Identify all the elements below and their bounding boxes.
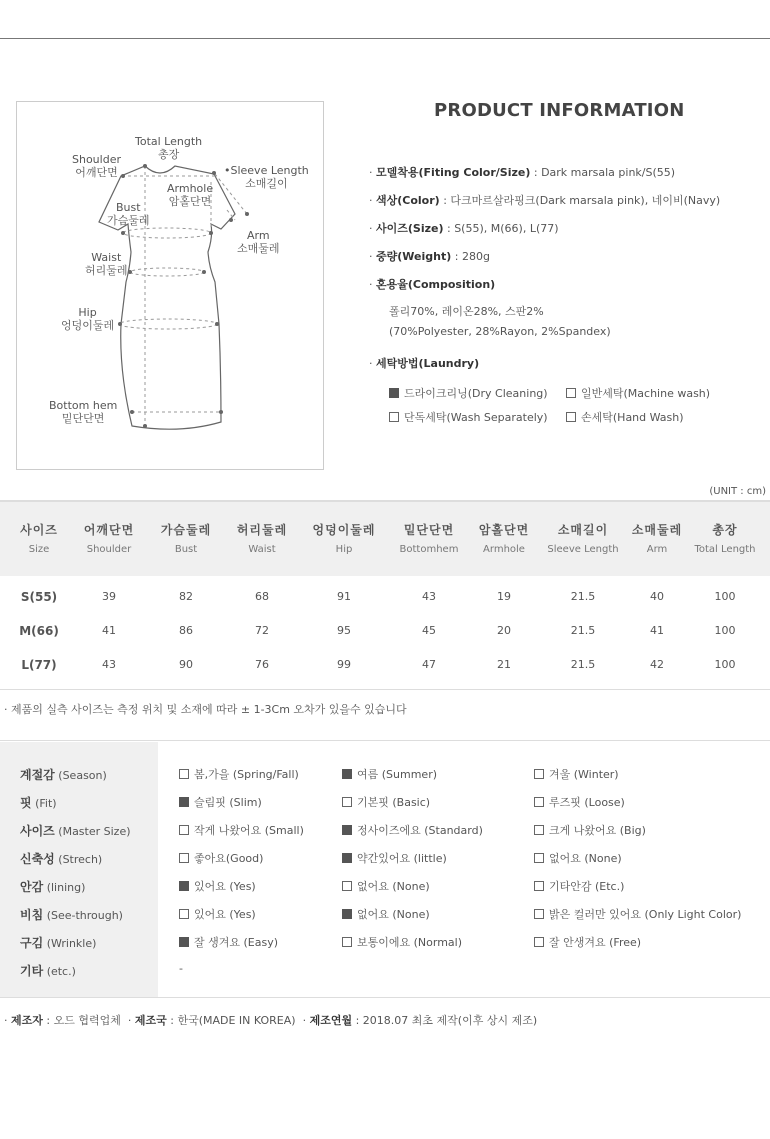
table-divider bbox=[0, 689, 770, 690]
checkbox-checked-icon bbox=[179, 881, 189, 891]
attribute-name-en: (Season) bbox=[58, 769, 107, 782]
option-text: 있어요 (Yes) bbox=[194, 880, 256, 893]
option-text: 없어요 (None) bbox=[357, 908, 430, 921]
table-header-cell bbox=[540, 521, 626, 555]
label-shoulder: Shoulder 어깨단면 bbox=[72, 153, 121, 179]
option-text: 있어요 (Yes) bbox=[194, 908, 256, 921]
table-cell: 41 bbox=[650, 624, 664, 637]
attribute-option bbox=[534, 934, 641, 950]
attribute-name-ko: 계절감 bbox=[20, 768, 55, 782]
checkbox-empty-icon bbox=[179, 825, 189, 835]
attribute-option bbox=[179, 822, 304, 838]
header-ko: 소매둘레 bbox=[631, 523, 683, 537]
attribute-name-en: (Master Size) bbox=[58, 825, 131, 838]
checkbox-checked-icon bbox=[179, 797, 189, 807]
fitting-row: · 모델착용(Fiting Color/Size) : Dark marsala pink/S(55) bbox=[369, 166, 676, 179]
checkbox-empty-icon bbox=[566, 412, 576, 422]
attribute-name-ko: 사이즈 bbox=[20, 824, 55, 838]
checkbox-checked-icon bbox=[342, 853, 352, 863]
table-header-cell bbox=[683, 521, 767, 555]
table-header-cell bbox=[148, 521, 224, 555]
option-text: 작게 나왔어요 (Small) bbox=[194, 824, 304, 837]
option-text: 보통이에요 (Normal) bbox=[357, 936, 463, 949]
checkbox-checked-icon bbox=[342, 769, 352, 779]
table-header-cell bbox=[391, 521, 467, 555]
option-text: 좋아요(Good) bbox=[194, 852, 264, 865]
size-table-header bbox=[0, 500, 770, 576]
table-cell: 41 bbox=[102, 624, 116, 637]
table-cell: 47 bbox=[422, 658, 436, 671]
table-cell: 42 bbox=[650, 658, 664, 671]
header-en: Shoulder bbox=[86, 544, 132, 555]
table-cell: 68 bbox=[255, 590, 269, 603]
table-cell: 43 bbox=[102, 658, 116, 671]
section-divider bbox=[0, 740, 770, 741]
checkbox-empty-icon bbox=[534, 937, 544, 947]
laundry-option: 단독세탁(Wash Separately) bbox=[389, 409, 548, 425]
composition-en: (70%Polyester, 28%Rayon, 2%Spandex) bbox=[389, 325, 611, 338]
attribute-name-ko: 핏 bbox=[20, 796, 32, 810]
table-cell: 21.5 bbox=[570, 590, 596, 603]
option-text: 겨울 (Winter) bbox=[549, 768, 619, 781]
header-ko: 총장 bbox=[712, 523, 738, 537]
checkbox-checked-icon bbox=[389, 388, 399, 398]
checkbox-empty-icon bbox=[342, 881, 352, 891]
checkbox-empty-icon bbox=[179, 853, 189, 863]
attribute-option bbox=[342, 850, 447, 866]
header-ko: 밑단단면 bbox=[403, 523, 455, 537]
attribute-option bbox=[534, 794, 625, 810]
table-cell: 95 bbox=[337, 624, 351, 637]
laundry-row: · 세탁방법(Laundry) bbox=[369, 357, 480, 370]
composition-ko: 폴리70%, 레이온28%, 스판2% bbox=[389, 305, 544, 318]
attribute-name-ko: 구김 bbox=[20, 936, 44, 950]
size-label-cell: S(55) bbox=[20, 590, 58, 604]
attribute-option bbox=[534, 822, 646, 838]
label-armhole: Armhole 암홀단면 bbox=[167, 182, 214, 208]
table-header-cell bbox=[626, 521, 688, 555]
checkbox-empty-icon bbox=[389, 412, 399, 422]
label-waist: Waist 허리둘레 bbox=[85, 251, 128, 277]
size-label-cell: M(66) bbox=[19, 624, 59, 638]
checkbox-empty-icon bbox=[342, 937, 352, 947]
table-cell: 100 bbox=[714, 624, 736, 637]
attribute-option bbox=[179, 766, 299, 782]
attribute-label bbox=[20, 962, 76, 979]
header-ko: 어깨단면 bbox=[83, 523, 135, 537]
label-sleeve-length: •Sleeve Length 소매길이 bbox=[224, 164, 309, 190]
checkbox-checked-icon bbox=[342, 825, 352, 835]
attribute-option bbox=[534, 906, 741, 922]
attribute-option bbox=[534, 766, 619, 782]
table-cell: 43 bbox=[422, 590, 436, 603]
color-row: · 색상(Color) : 다크마르살라핑크(Dark marsala pink), 네이비(Navy) bbox=[369, 194, 721, 207]
option-text: 크게 나왔어요 (Big) bbox=[549, 824, 646, 837]
table-cell: 45 bbox=[422, 624, 436, 637]
header-en: Sleeve Length bbox=[547, 544, 619, 555]
option-text: 약간있어요 (little) bbox=[357, 852, 447, 865]
attribute-name-en: (lining) bbox=[46, 881, 86, 894]
size-row: · 사이즈(Size) : S(55), M(66), L(77) bbox=[369, 222, 559, 235]
attribute-option bbox=[179, 850, 263, 866]
table-cell: 76 bbox=[255, 658, 269, 671]
header-ko: 소매길이 bbox=[557, 523, 609, 537]
attribute-label bbox=[20, 850, 102, 867]
attribute-name-ko: 기타 bbox=[20, 964, 44, 978]
header-en: Arm bbox=[646, 544, 668, 555]
attribute-label bbox=[20, 906, 123, 923]
measurement-diagram bbox=[16, 101, 324, 470]
attribute-option bbox=[179, 794, 262, 810]
option-text: 기타안감 (Etc.) bbox=[549, 880, 625, 893]
attribute-label bbox=[20, 766, 107, 783]
table-cell: 21.5 bbox=[570, 658, 596, 671]
header-en: Armhole bbox=[483, 544, 525, 555]
checkbox-empty-icon bbox=[534, 797, 544, 807]
checkbox-empty-icon bbox=[566, 388, 576, 398]
attribute-name-en: (See-through) bbox=[46, 909, 123, 922]
checkbox-empty-icon bbox=[179, 769, 189, 779]
unit-label: (UNIT : cm) bbox=[709, 486, 766, 497]
header-en: Size bbox=[28, 544, 50, 555]
attribute-option bbox=[179, 934, 278, 950]
option-text: 기본핏 (Basic) bbox=[357, 796, 431, 809]
label-total-length: Total Length 총장 bbox=[135, 135, 203, 161]
checkbox-empty-icon bbox=[534, 881, 544, 891]
header-ko: 허리둘레 bbox=[236, 523, 288, 537]
attribute-name-en: (Wrinkle) bbox=[46, 937, 97, 950]
header-en: Hip bbox=[335, 544, 353, 555]
attribute-label bbox=[20, 794, 57, 811]
header-en: Total Length bbox=[694, 544, 756, 555]
option-text: 잘 생겨요 (Easy) bbox=[194, 936, 279, 949]
checkbox-checked-icon bbox=[179, 937, 189, 947]
label-arm: Arm 소매둘레 bbox=[237, 229, 280, 255]
size-note: · 제품의 실측 사이즈는 측정 위치 및 소재에 따라 ± 1-3Cm 오차가 있을수 있습니다 bbox=[4, 703, 407, 716]
table-cell: 99 bbox=[337, 658, 351, 671]
table-cell: 82 bbox=[179, 590, 193, 603]
header-ko: 엉덩이둘레 bbox=[312, 523, 376, 537]
table-header-cell bbox=[299, 521, 389, 555]
table-cell: 91 bbox=[337, 590, 351, 603]
option-text: 정사이즈에요 (Standard) bbox=[357, 824, 483, 837]
table-cell: 72 bbox=[255, 624, 269, 637]
header-en: Bottomhem bbox=[399, 544, 459, 555]
attribute-option bbox=[179, 878, 256, 894]
attribute-name-ko: 신축성 bbox=[20, 852, 55, 866]
table-cell: 86 bbox=[179, 624, 193, 637]
attribute-option bbox=[534, 878, 624, 894]
checkbox-empty-icon bbox=[342, 797, 352, 807]
attribute-option bbox=[342, 822, 483, 838]
attribute-value: - bbox=[179, 962, 183, 975]
attribute-name-en: (Strech) bbox=[58, 853, 103, 866]
table-cell: 19 bbox=[497, 590, 511, 603]
checkbox-empty-icon bbox=[534, 909, 544, 919]
composition-row: · 혼용율(Composition) bbox=[369, 278, 496, 291]
option-text: 없어요 (None) bbox=[357, 880, 430, 893]
attribute-name-en: (Fit) bbox=[35, 797, 57, 810]
table-header-cell bbox=[227, 521, 297, 555]
table-cell: 39 bbox=[102, 590, 116, 603]
attribute-option bbox=[342, 906, 430, 922]
attribute-label bbox=[20, 822, 131, 839]
attribute-name-ko: 안감 bbox=[20, 880, 44, 894]
option-text: 없어요 (None) bbox=[549, 852, 622, 865]
table-header-cell bbox=[74, 521, 144, 555]
attribute-option bbox=[342, 794, 430, 810]
checkbox-empty-icon bbox=[534, 825, 544, 835]
attribute-option bbox=[179, 906, 256, 922]
header-ko: 사이즈 bbox=[20, 523, 58, 537]
option-text: 잘 안생겨요 (Free) bbox=[549, 936, 642, 949]
checkbox-empty-icon bbox=[534, 769, 544, 779]
table-cell: 21.5 bbox=[570, 624, 596, 637]
option-text: 밝은 컬러만 있어요 (Only Light Color) bbox=[549, 908, 742, 921]
label-hip: Hip 엉덩이둘레 bbox=[61, 306, 115, 332]
laundry-option: 드라이크리닝(Dry Cleaning) bbox=[389, 385, 548, 401]
header-ko: 암홀단면 bbox=[478, 523, 530, 537]
option-text: 슬림핏 (Slim) bbox=[194, 796, 262, 809]
attribute-option bbox=[342, 766, 437, 782]
label-bust: Bust 가슴둘레 bbox=[107, 201, 150, 227]
attribute-name-ko: 비침 bbox=[20, 908, 44, 922]
header-en: Waist bbox=[248, 544, 276, 555]
header-ko: 가슴둘레 bbox=[160, 523, 212, 537]
table-cell: 40 bbox=[650, 590, 664, 603]
option-text: 루즈핏 (Loose) bbox=[549, 796, 625, 809]
checkbox-empty-icon bbox=[179, 909, 189, 919]
laundry-option: 손세탁(Hand Wash) bbox=[566, 409, 684, 425]
table-cell: 100 bbox=[714, 590, 736, 603]
option-text: 봄,가을 (Spring/Fall) bbox=[194, 768, 299, 781]
option-text: 여름 (Summer) bbox=[357, 768, 438, 781]
attribute-option bbox=[342, 878, 430, 894]
checkbox-empty-icon bbox=[534, 853, 544, 863]
table-cell: 21 bbox=[497, 658, 511, 671]
top-divider bbox=[0, 38, 770, 39]
laundry-option: 일반세탁(Machine wash) bbox=[566, 385, 710, 401]
table-cell: 90 bbox=[179, 658, 193, 671]
attribute-option bbox=[534, 850, 622, 866]
table-header-cell bbox=[6, 521, 72, 555]
product-info-title: PRODUCT INFORMATION bbox=[434, 100, 685, 121]
attribute-name-en: (etc.) bbox=[46, 965, 76, 978]
attributes-divider bbox=[0, 997, 770, 998]
table-cell: 20 bbox=[497, 624, 511, 637]
size-label-cell: L(77) bbox=[21, 658, 57, 672]
table-cell: 100 bbox=[714, 658, 736, 671]
table-header-cell bbox=[469, 521, 539, 555]
weight-row: · 중량(Weight) : 280g bbox=[369, 250, 490, 263]
attribute-label bbox=[20, 934, 96, 951]
header-en: Bust bbox=[174, 544, 198, 555]
manufacturer-info: · 제조자 : 오드 협력업체 · 제조국 : 한국(MADE IN KOREA) · 제조연월 : 2018.07 최초 제작(이후 상시 제조) bbox=[4, 1014, 538, 1027]
attribute-option bbox=[342, 934, 462, 950]
checkbox-checked-icon bbox=[342, 909, 352, 919]
label-bottom-hem: Bottom hem 밑단단면 bbox=[49, 399, 118, 425]
attribute-label bbox=[20, 878, 85, 895]
